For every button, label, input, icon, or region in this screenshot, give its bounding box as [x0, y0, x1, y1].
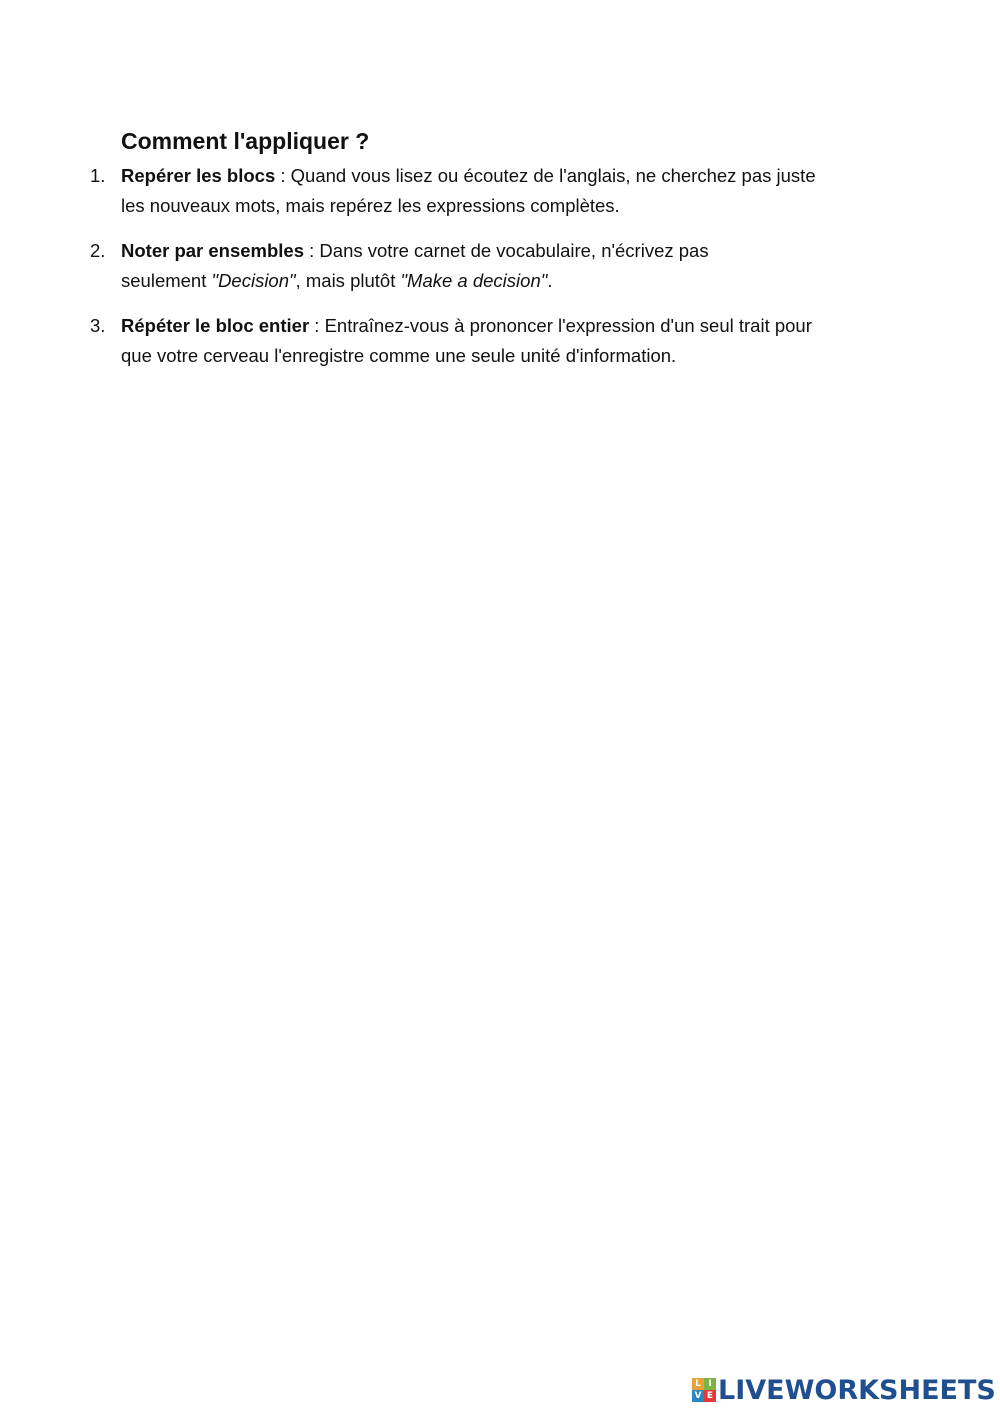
list-item-title: Répéter le bloc entier	[121, 315, 310, 336]
list-item-line: que votre cerveau l'enregistre comme une seule unité d'information.	[121, 345, 677, 366]
list-item-title: Noter par ensembles	[121, 240, 305, 261]
list-item-body	[121, 161, 901, 221]
list-item-line: les nouveaux mots, mais repérez les expressions complètes.	[121, 195, 620, 216]
list-item-line	[121, 266, 901, 296]
list-item-body	[121, 311, 901, 371]
list-item-number: 3.	[90, 315, 106, 336]
list-item-text: : Dans votre carnet de vocabulaire, n'écrivez pas	[304, 240, 709, 261]
logo-letter-e: E	[704, 1390, 716, 1402]
list-item-number: 1.	[90, 165, 106, 186]
list-item-line	[121, 161, 901, 191]
logo-letter-i: I	[704, 1378, 716, 1390]
list-item-text: .	[547, 270, 553, 291]
example-word: "Decision"	[211, 270, 296, 291]
list-item-text: seulement	[121, 270, 212, 291]
logo-letter-l: L	[692, 1378, 704, 1390]
list-item-body	[121, 236, 901, 296]
list-item-line	[121, 311, 901, 341]
list-item-text: : Quand vous lisez ou écoutez de l'anglais, ne cherchez pas juste	[275, 165, 816, 186]
logo-letter-v: V	[692, 1390, 704, 1402]
list-item-number: 2.	[90, 240, 106, 261]
list-item-title: Repérer les blocs	[121, 165, 276, 186]
liveworksheets-logo	[692, 1373, 996, 1407]
list-item-line	[121, 236, 901, 266]
example-phrase: "Make a decision"	[400, 270, 548, 291]
list-item-text: : Entraînez-vous à prononcer l'expression d'un seul trait pour	[309, 315, 812, 336]
logo-icon	[692, 1378, 716, 1402]
section-heading: Comment l'appliquer ?	[121, 128, 370, 154]
logo-text: LIVEWORKSHEETS	[718, 1374, 996, 1406]
list-item-text: , mais plutôt	[295, 270, 401, 291]
